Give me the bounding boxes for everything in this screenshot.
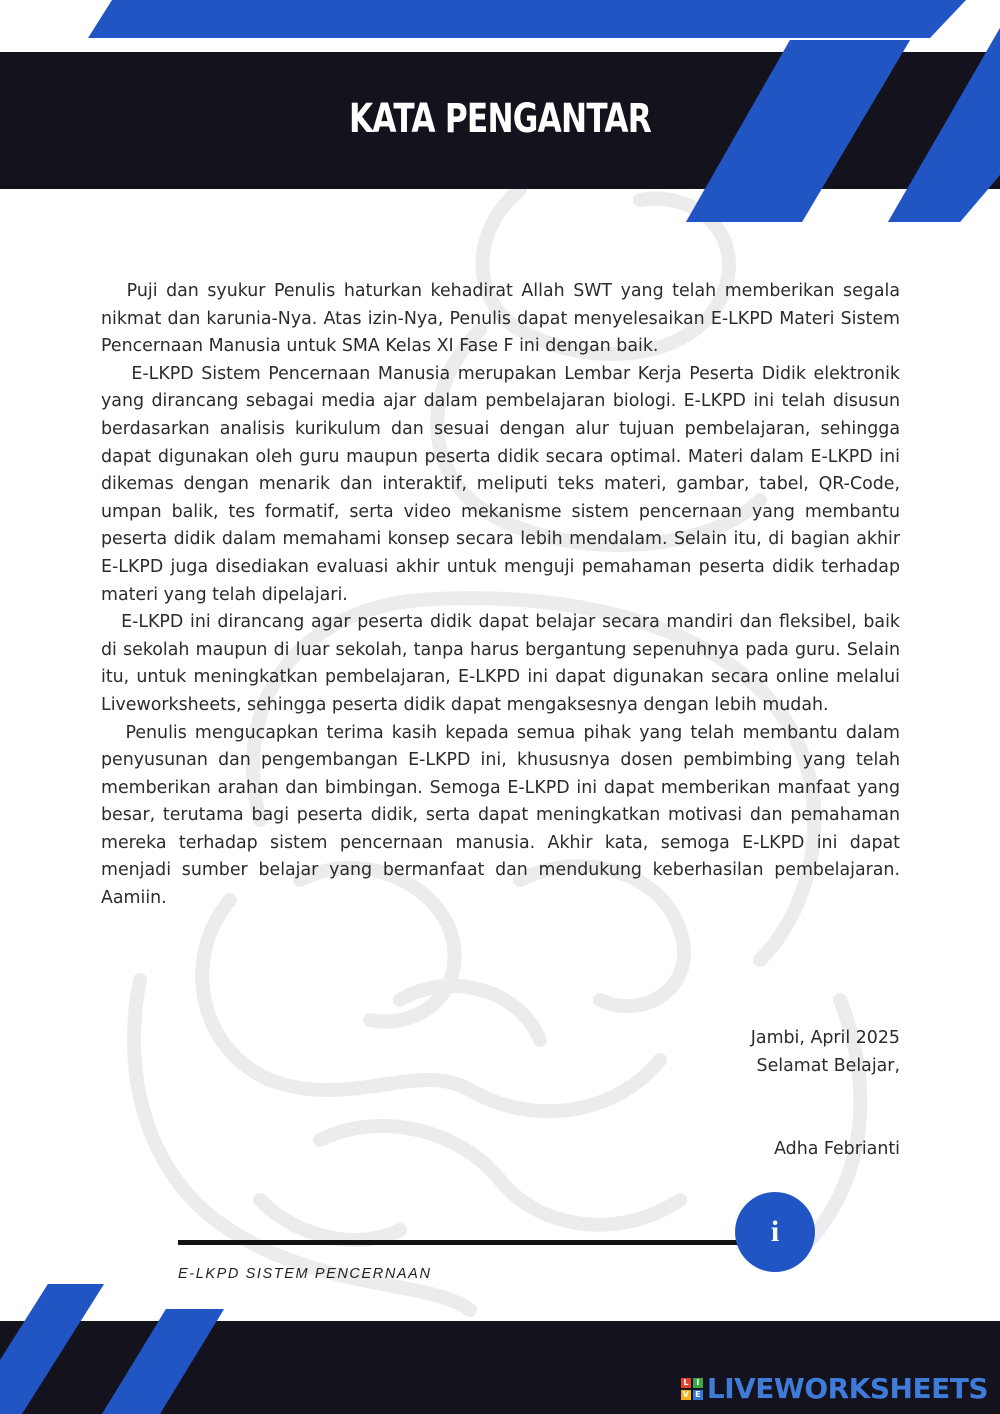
footer-diagonal-bar-1 <box>0 1284 104 1414</box>
footer-stripes-overlay <box>0 1280 260 1414</box>
author-name: Adha Febrianti <box>774 1139 900 1159</box>
paragraph: E-LKPD Sistem Pencernaan Manusia merupakan Lembar Kerja Peserta Didik elektronik yang dirancang sebagai media ajar dalam pembelajaran biologi. E-LKPD ini telah disusun berdasarkan analisis kurikulum dan sesuai dengan alur tujuan pembelajaran, sehingga dapat digunakan oleh guru maupun peserta didik secara optimal. Materi dalam E-LKPD ini dikemas dengan menarik dan interaktif, meliputi teks materi, gambar, tabel, QR-Code, umpan balik, tes formatif, serta video mekanisme sistem pencernaan yang membantu peserta didik dalam memahami konsep secara lebih mendalam. Selain itu, di bagian akhir E-LKPD juga disediakan evaluasi akhir untuk menguji pemahaman peserta didik terhadap materi yang telah dipelajari. <box>101 363 906 605</box>
page-number-badge: i <box>735 1192 815 1272</box>
paragraph: Penulis mengucapkan terima kasih kepada semua pihak yang telah membantu dalam penyusunan dan pengembangan E-LKPD ini, khususnya dosen pembimbing yang telah memberikan arahan dan bimbingan. Semoga E-LKPD ini dapat memberikan manfaat yang besar, terutama bagi peserta didik, serta dapat meningkatkan motivasi dan pemahaman mereka terhadap sistem pencernaan manusia. Akhir kata, semoga E-LKPD ini dapat menjadi sumber belajar yang bermanfaat dan mendukung keberhasilan pembelajaran. Aamiin. <box>101 722 906 909</box>
header-diagonal-bar-2 <box>888 28 1000 222</box>
footer-diagonal-bar-2 <box>102 1309 224 1414</box>
greeting: Selamat Belajar, <box>756 1056 900 1076</box>
logo-squares-icon <box>681 1378 703 1400</box>
logo-text: LIVEWORKSHEETS <box>706 1372 988 1405</box>
logo-square: I <box>693 1378 703 1388</box>
footer-divider <box>178 1240 748 1245</box>
body-text <box>101 278 906 913</box>
place-date: Jambi, April 2025 <box>750 1028 900 1048</box>
signature-block <box>751 1024 900 1163</box>
logo-square: V <box>682 1389 689 1399</box>
footer-caption: E-LKPD SISTEM PENCERNAAN <box>178 1266 432 1282</box>
liveworksheets-logo[interactable] <box>681 1372 988 1405</box>
paragraph: Puji dan syukur Penulis haturkan kehadirat Allah SWT yang telah memberikan segala nikmat dan karunia-Nya. Atas izin-Nya, Penulis dapat menyelesaikan E-LKPD Materi Sistem Pencernaan Manusia untuk SMA Kelas XI Fase F ini dengan baik. <box>101 281 906 357</box>
logo-square: L <box>681 1378 691 1388</box>
logo-square: E <box>693 1390 703 1400</box>
page-title: KATA PENGANTAR <box>348 96 652 142</box>
paragraph: E-LKPD ini dirancang agar peserta didik dapat belajar secara mandiri dan fleksibel, baik di sekolah maupun di luar sekolah, tanpa harus bergantung sepenuhnya pada guru. Selain itu, untuk meningkatkan pembelajaran, E-LKPD ini dapat digunakan secara online melalui Liveworksheets, sehingga peserta didik dapat mengaksesnya dengan lebih mudah. <box>101 612 906 715</box>
